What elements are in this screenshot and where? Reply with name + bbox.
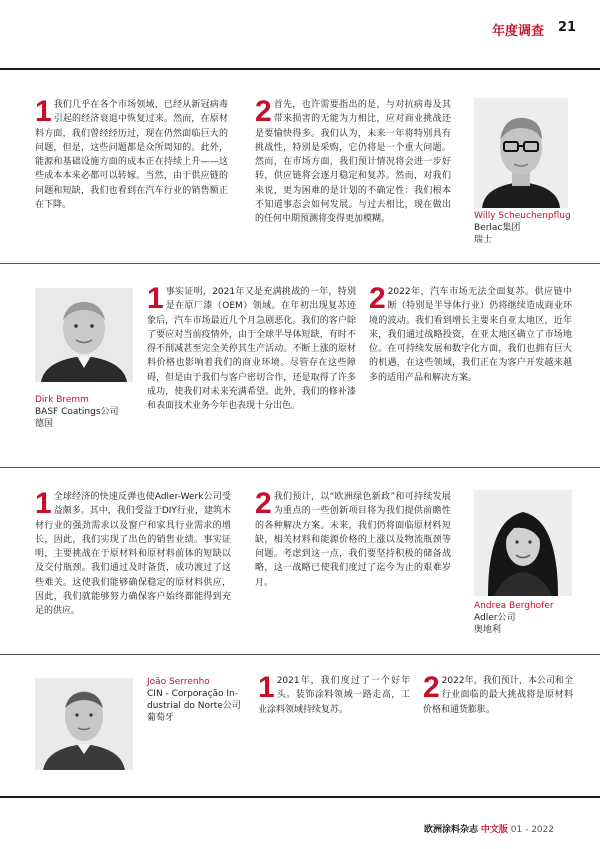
answer-2 <box>369 282 572 385</box>
header-rule <box>0 68 600 70</box>
answer-1 <box>35 95 228 212</box>
portrait-photo <box>474 490 572 596</box>
section-divider <box>0 467 600 468</box>
person-name: João Serrenho <box>147 677 210 687</box>
issue-label: 01 - 2022 <box>510 825 555 835</box>
answer-text: 全球经济的快速反弹也使Adler-Werk公司受益颇多。其中，我们受益于DIY行业，建筑木材行业的强劲需求以及窗户和家具行业需求的增长，因此，我们实现了出色的销售业绩。事实证明，主要挑战在于原材料和原材料前体的短缺以及交付瓶颈。我们通过及时备货，成功渡过了这些难关。这使我们能够确保稳定的原材料供应，因此，我们就能够努力确保客户始终都能得到充足的供应。 <box>35 492 231 617</box>
answer-2 <box>255 487 451 590</box>
portrait-photo <box>35 678 133 770</box>
answer-text: 首先，也许需要指出的是，与对抗病毒及其带来损害的无能为力相比，应对商业挑战还是要愉快得多。我们认为，未来一年将特别具有挑战性，特别是采购，它仍将是一个重大问题。然而，在市场方面，我们预计情况将会进一步好转，供应链将会逐月稳定和复苏。然而，对我们来说，更为困难的是计划的不确定性：我们根本不知道事态会如何发展。与过去相比，现在做出的任何中期预测将变得更加模糊。 <box>255 100 451 225</box>
person-company: Berlac集团 <box>474 223 521 233</box>
number-one: 1 <box>258 671 275 704</box>
person-company-line-2: dustrial do Norte公司 <box>147 701 241 711</box>
person-country: 瑞士 <box>474 235 493 245</box>
person-company: BASF Coatings公司 <box>35 407 119 417</box>
answer-1 <box>258 671 410 717</box>
answer-text: 事实证明，2021年又是充满挑战的一年，特别是在原厂漆（OEM）领域。在年初出现复苏迹象后，汽车市场最近几个月急剧恶化。我们的客户除了要应对当前疫情外，由于全球半导体短缺，有时不得不削减甚至完全关停其生产活动。不断上涨的原材料价格也影响着我们的商业环境。尽管存在这些障碍，但是由于我们与客户密切合作，还是取得了许多成功，使我们对未来充满希望。此外，我们的修补漆和表面技术业务今年也表现十分出色。 <box>147 287 356 412</box>
person-company: Adler公司 <box>474 613 516 623</box>
person-country: 德国 <box>35 419 54 429</box>
answer-text: 2021年，我们度过了一个好年头。装饰涂料领域一路走高，工业涂料领域持续复苏。 <box>258 676 410 715</box>
person-company-line-1: CIN - Corporação In- <box>147 689 239 699</box>
person-name: Willy Scheuchenpflug <box>474 211 571 221</box>
number-one: 1 <box>147 282 164 315</box>
number-two: 2 <box>369 282 386 315</box>
footer-rule <box>0 796 600 798</box>
number-two: 2 <box>255 95 272 128</box>
edition-label: 中文版 <box>480 825 508 835</box>
answer-2 <box>255 95 451 227</box>
page-number: 21 <box>558 20 577 35</box>
answer-text: 我们预计，以“欧洲绿色新政”和可持续发展为重点的一些创新项目将为我们提供前瞻性的各种解决方案。未来，我们仍将面临原材料短缺，相关材料和能源价格的上涨以及物流瓶颈等问题。考虑到这一点，我们要坚持积极的储备战略，这一战略已使我们度过了迄今为止的艰难岁月。 <box>255 492 451 588</box>
answer-1 <box>35 487 231 619</box>
section-title: 年度调查 <box>492 24 545 39</box>
answer-text: 2022年，我们预计，本公司和全行业面临的最大挑战将是原材料价格和通货膨胀。 <box>423 676 573 715</box>
person-country: 葡萄牙 <box>147 713 175 723</box>
number-one: 1 <box>35 487 52 520</box>
answer-2 <box>423 671 573 717</box>
number-two: 2 <box>423 671 440 704</box>
person-country: 奥地利 <box>474 625 502 635</box>
answer-text: 2022年，汽车市场无法全面复苏。供应链中断（特别是半导体行业）仍将继续造成商业环境的波动。我们看到增长主要来自亚太地区，近年来，我们通过战略投资，在亚太地区确立了市场地位。在可持续发展和数字化方面，我们也拥有巨大的机遇，在这些领域，我们正在为客户开发越来越多的适用产品和解决方案。 <box>369 287 572 383</box>
person-name: Dirk Bremm <box>35 395 89 405</box>
page-footer <box>424 822 554 835</box>
number-one: 1 <box>35 95 52 128</box>
section-divider <box>0 654 600 655</box>
portrait-photo <box>474 98 568 208</box>
section-divider <box>0 263 600 264</box>
portrait-photo <box>35 288 133 382</box>
person-name: Andrea Berghofer <box>474 601 554 611</box>
magazine-name: 欧洲涂料杂志 <box>424 825 479 835</box>
number-two: 2 <box>255 487 272 520</box>
answer-1 <box>147 282 356 414</box>
answer-text: 我们几乎在各个市场领域，已经从新冠病毒引起的经济衰退中恢复过来。然而，在原材料方面，我们曾经经历过，现在仍然面临巨大的问题，但是，这些问题都是众所周知的。此外，能源和基础设施方面的成本正在持续上升——这些成本本来必都可以转嫁。当然，由于供应链的问题和短缺，我们也看到在汽车行业的销售额正在下降。 <box>35 100 228 211</box>
